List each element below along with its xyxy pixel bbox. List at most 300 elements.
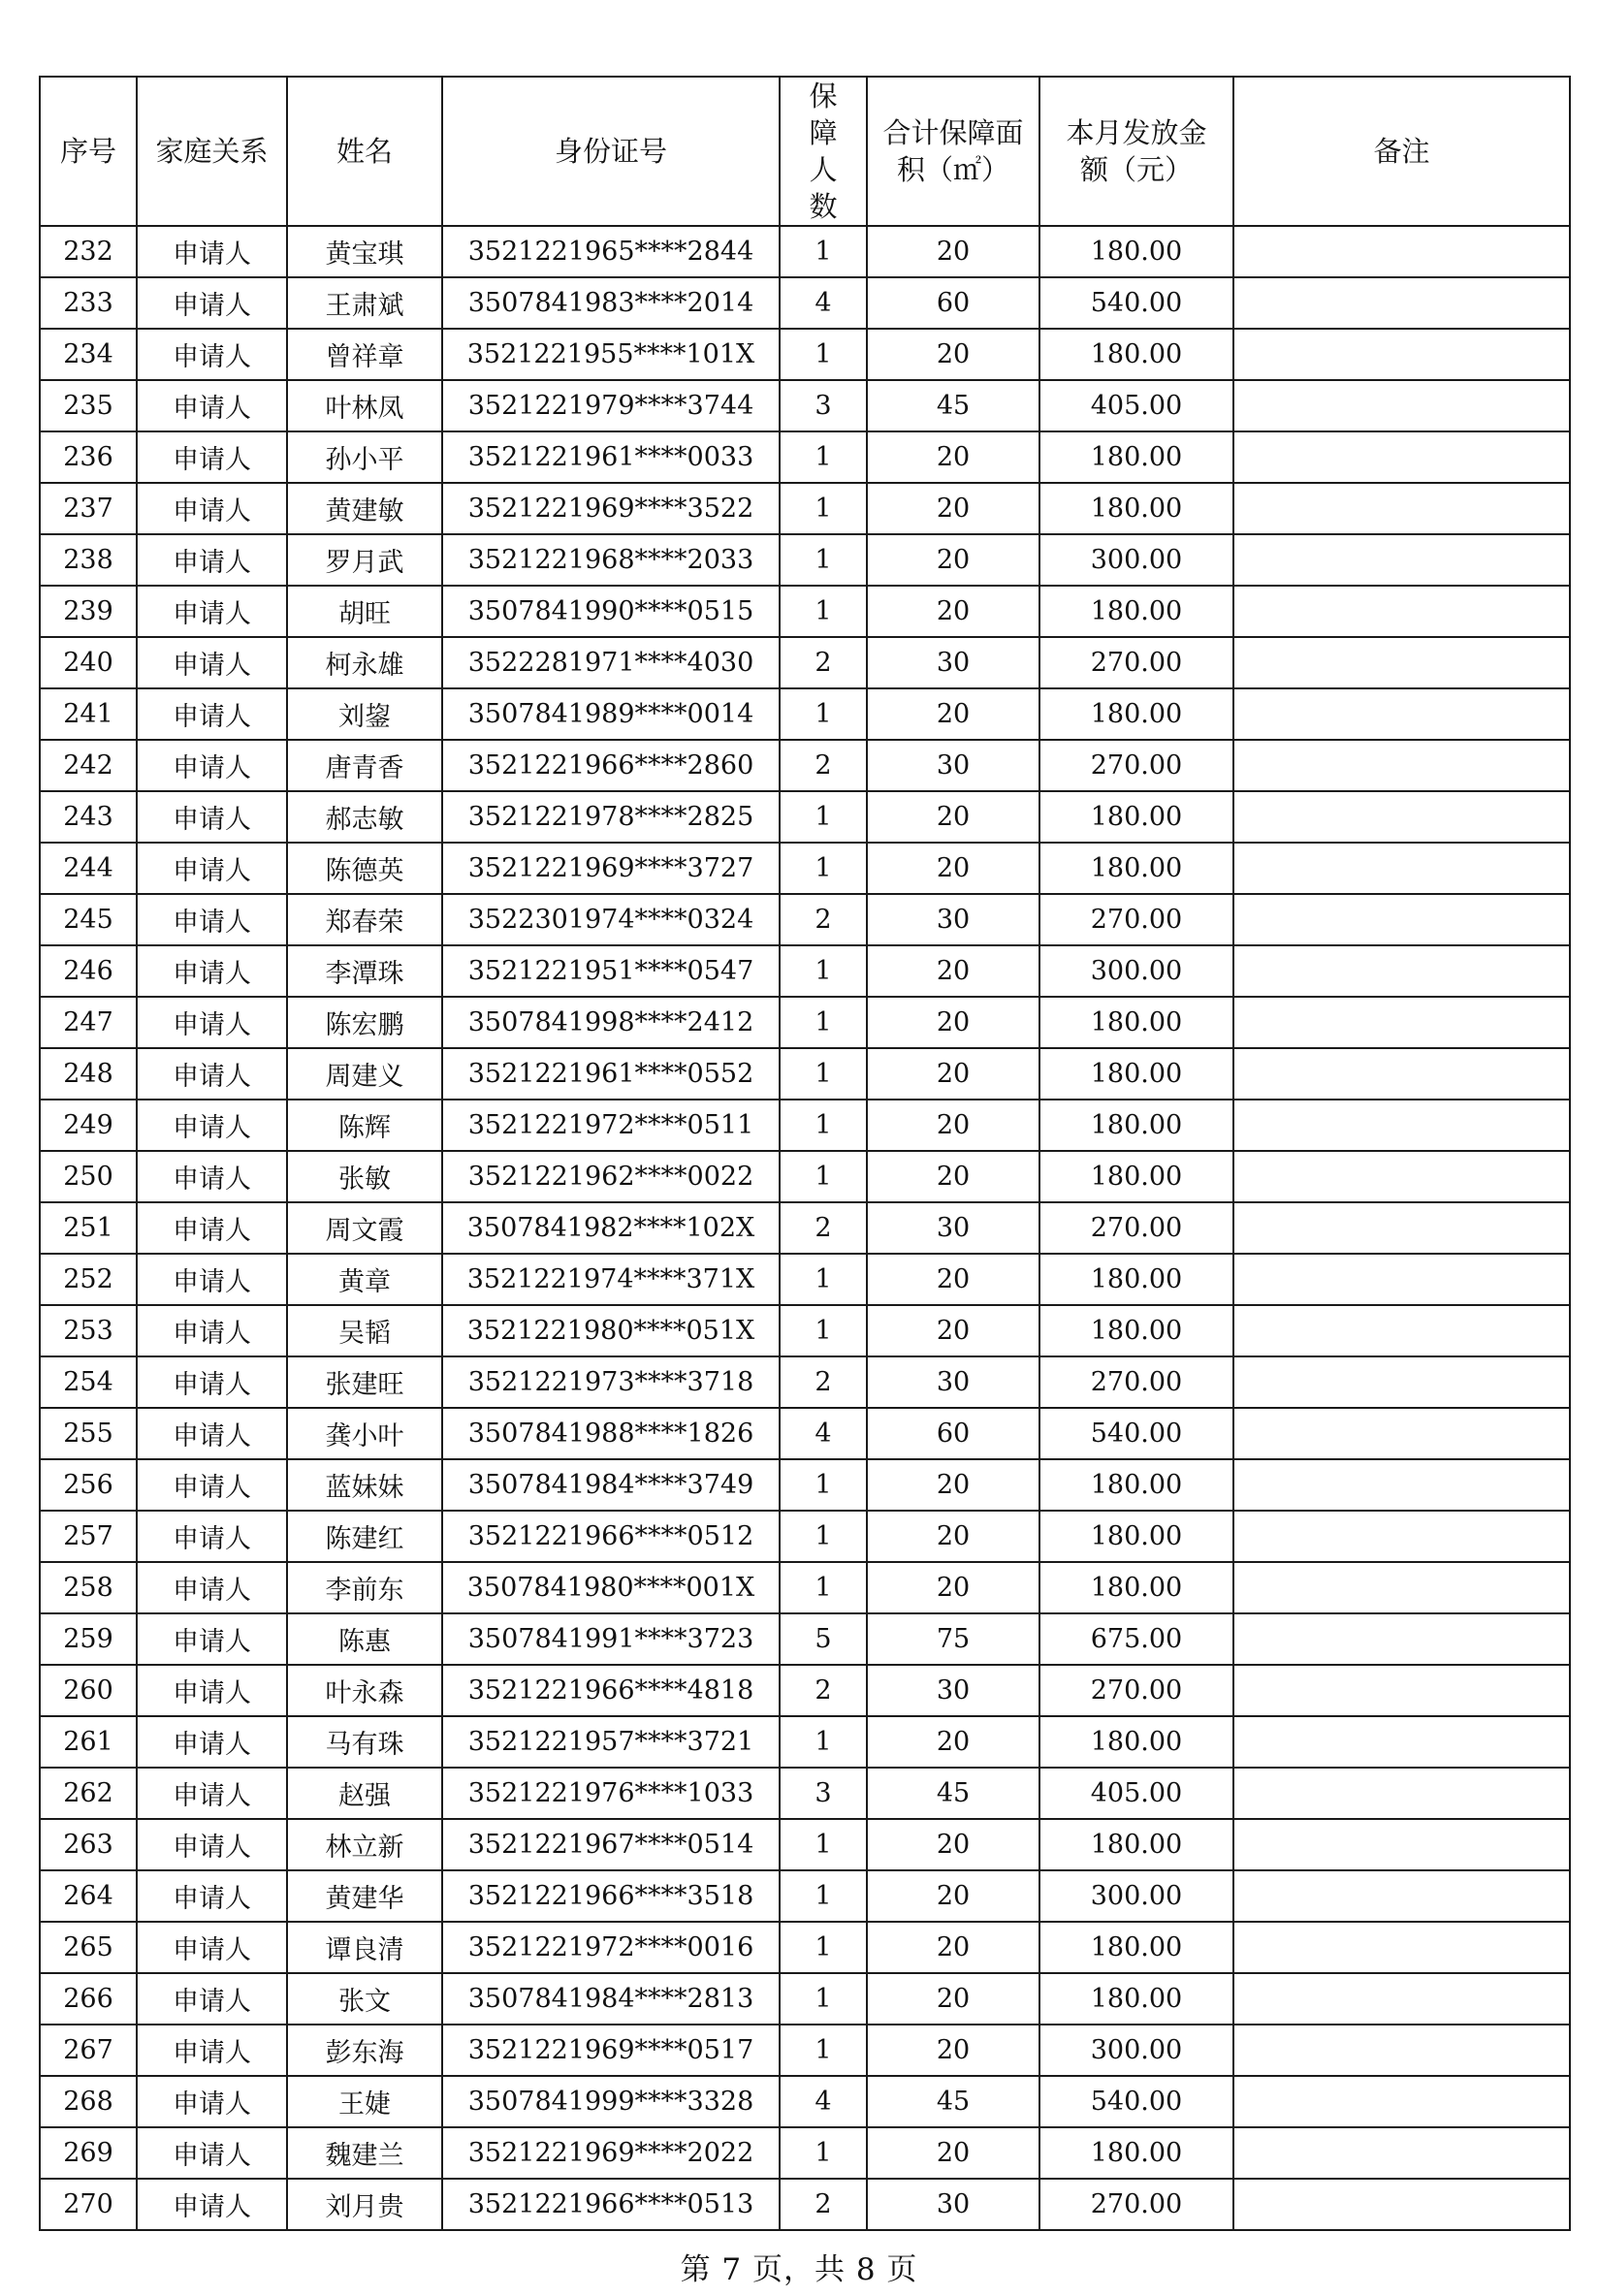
cell-amount: 180.00 — [1039, 431, 1233, 483]
cell-id-number: 3521221969****3522 — [442, 483, 780, 534]
cell-id-number: 3507841984****2813 — [442, 1973, 780, 2025]
cell-persons: 1 — [780, 1716, 867, 1768]
cell-persons: 1 — [780, 1511, 867, 1562]
cell-area: 20 — [867, 1100, 1039, 1151]
cell-id-number: 3521221978****2825 — [442, 791, 780, 843]
cell-amount: 405.00 — [1039, 1768, 1233, 1819]
cell-amount: 180.00 — [1039, 1819, 1233, 1870]
cell-name: 谭良清 — [287, 1922, 442, 1973]
cell-name: 唐青香 — [287, 740, 442, 791]
cell-amount: 300.00 — [1039, 534, 1233, 586]
cell-name: 魏建兰 — [287, 2127, 442, 2179]
cell-area: 20 — [867, 1870, 1039, 1922]
cell-persons: 3 — [780, 1768, 867, 1819]
cell-name: 王婕 — [287, 2076, 442, 2127]
cell-area: 20 — [867, 1305, 1039, 1356]
cell-persons: 1 — [780, 997, 867, 1048]
cell-name: 孙小平 — [287, 431, 442, 483]
cell-persons: 1 — [780, 1254, 867, 1305]
cell-persons: 1 — [780, 226, 867, 277]
cell-seq: 239 — [40, 586, 137, 637]
cell-persons: 1 — [780, 534, 867, 586]
cell-area: 20 — [867, 1151, 1039, 1202]
table-row — [40, 2076, 1570, 2127]
cell-amount: 270.00 — [1039, 740, 1233, 791]
cell-note — [1233, 688, 1570, 740]
cell-seq: 241 — [40, 688, 137, 740]
cell-note — [1233, 637, 1570, 688]
cell-relation: 申请人 — [137, 1716, 287, 1768]
table-row — [40, 894, 1570, 945]
cell-id-number: 3521221973****3718 — [442, 1356, 780, 1408]
cell-persons: 1 — [780, 1562, 867, 1613]
cell-id-number: 3521221968****2033 — [442, 534, 780, 586]
cell-area: 30 — [867, 894, 1039, 945]
cell-name: 王肃斌 — [287, 277, 442, 329]
cell-seq: 251 — [40, 1202, 137, 1254]
cell-id-number: 3521221980****051X — [442, 1305, 780, 1356]
cell-name: 彭东海 — [287, 2025, 442, 2076]
cell-name: 刘月贵 — [287, 2179, 442, 2230]
cell-relation: 申请人 — [137, 1613, 287, 1665]
table-row — [40, 483, 1570, 534]
cell-amount: 300.00 — [1039, 2025, 1233, 2076]
cell-name: 陈惠 — [287, 1613, 442, 1665]
cell-seq: 262 — [40, 1768, 137, 1819]
cell-name: 郑春荣 — [287, 894, 442, 945]
cell-seq: 268 — [40, 2076, 137, 2127]
cell-area: 60 — [867, 277, 1039, 329]
cell-relation: 申请人 — [137, 894, 287, 945]
table-row — [40, 1973, 1570, 2025]
header-name: 姓名 — [287, 77, 442, 226]
table-row — [40, 688, 1570, 740]
cell-id-number: 3522281971****4030 — [442, 637, 780, 688]
cell-seq: 259 — [40, 1613, 137, 1665]
cell-area: 75 — [867, 1613, 1039, 1665]
cell-id-number: 3521221966****4818 — [442, 1665, 780, 1716]
cell-seq: 249 — [40, 1100, 137, 1151]
cell-relation: 申请人 — [137, 226, 287, 277]
cell-relation: 申请人 — [137, 1511, 287, 1562]
cell-area: 20 — [867, 1511, 1039, 1562]
cell-note — [1233, 945, 1570, 997]
cell-persons: 2 — [780, 1665, 867, 1716]
cell-amount: 180.00 — [1039, 843, 1233, 894]
header-row — [40, 77, 1570, 226]
cell-name: 李前东 — [287, 1562, 442, 1613]
cell-seq: 257 — [40, 1511, 137, 1562]
cell-note — [1233, 1716, 1570, 1768]
cell-amount: 180.00 — [1039, 1459, 1233, 1511]
cell-id-number: 3521221966****3518 — [442, 1870, 780, 1922]
cell-id-number: 3507841989****0014 — [442, 688, 780, 740]
cell-name: 陈德英 — [287, 843, 442, 894]
cell-name: 赵强 — [287, 1768, 442, 1819]
cell-area: 20 — [867, 534, 1039, 586]
cell-name: 柯永雄 — [287, 637, 442, 688]
cell-area: 20 — [867, 1819, 1039, 1870]
cell-seq: 254 — [40, 1356, 137, 1408]
header-seq: 序号 — [40, 77, 137, 226]
cell-area: 20 — [867, 1254, 1039, 1305]
header-area: 合计保障面积（㎡） — [867, 77, 1039, 226]
table-row — [40, 380, 1570, 431]
cell-area: 45 — [867, 380, 1039, 431]
header-relation: 家庭关系 — [137, 77, 287, 226]
cell-seq: 263 — [40, 1819, 137, 1870]
cell-seq: 240 — [40, 637, 137, 688]
table-row — [40, 1100, 1570, 1151]
cell-note — [1233, 997, 1570, 1048]
cell-persons: 1 — [780, 1870, 867, 1922]
cell-seq: 250 — [40, 1151, 137, 1202]
cell-name: 陈建红 — [287, 1511, 442, 1562]
cell-name: 郝志敏 — [287, 791, 442, 843]
cell-area: 20 — [867, 431, 1039, 483]
cell-name: 吴韬 — [287, 1305, 442, 1356]
cell-note — [1233, 894, 1570, 945]
cell-seq: 233 — [40, 277, 137, 329]
cell-relation: 申请人 — [137, 1768, 287, 1819]
table-row — [40, 1305, 1570, 1356]
cell-note — [1233, 1151, 1570, 1202]
header-note: 备注 — [1233, 77, 1570, 226]
table-row — [40, 1408, 1570, 1459]
table-row — [40, 1048, 1570, 1100]
cell-id-number: 3507841984****3749 — [442, 1459, 780, 1511]
cell-area: 30 — [867, 740, 1039, 791]
cell-area: 20 — [867, 2025, 1039, 2076]
cell-seq: 261 — [40, 1716, 137, 1768]
cell-persons: 2 — [780, 740, 867, 791]
cell-note — [1233, 1870, 1570, 1922]
cell-note — [1233, 2025, 1570, 2076]
cell-amount: 540.00 — [1039, 277, 1233, 329]
cell-seq: 245 — [40, 894, 137, 945]
cell-amount: 180.00 — [1039, 1100, 1233, 1151]
cell-note — [1233, 1819, 1570, 1870]
cell-note — [1233, 740, 1570, 791]
cell-seq: 258 — [40, 1562, 137, 1613]
cell-area: 20 — [867, 586, 1039, 637]
cell-id-number: 3521221961****0552 — [442, 1048, 780, 1100]
cell-area: 20 — [867, 2127, 1039, 2179]
cell-id-number: 3521221969****2022 — [442, 2127, 780, 2179]
cell-relation: 申请人 — [137, 1151, 287, 1202]
cell-name: 林立新 — [287, 1819, 442, 1870]
cell-name: 黄宝琪 — [287, 226, 442, 277]
cell-name: 张文 — [287, 1973, 442, 2025]
cell-amount: 675.00 — [1039, 1613, 1233, 1665]
cell-id-number: 3521221976****1033 — [442, 1768, 780, 1819]
cell-area: 20 — [867, 688, 1039, 740]
cell-seq: 242 — [40, 740, 137, 791]
cell-name: 张敏 — [287, 1151, 442, 1202]
cell-seq: 252 — [40, 1254, 137, 1305]
table-row — [40, 637, 1570, 688]
cell-relation: 申请人 — [137, 2127, 287, 2179]
cell-persons: 1 — [780, 1922, 867, 1973]
cell-amount: 270.00 — [1039, 1356, 1233, 1408]
cell-id-number: 3521221969****0517 — [442, 2025, 780, 2076]
cell-amount: 180.00 — [1039, 2127, 1233, 2179]
cell-seq: 247 — [40, 997, 137, 1048]
cell-id-number: 3521221972****0016 — [442, 1922, 780, 1973]
cell-id-number: 3507841998****2412 — [442, 997, 780, 1048]
cell-name: 蓝妹妹 — [287, 1459, 442, 1511]
cell-relation: 申请人 — [137, 843, 287, 894]
cell-seq: 248 — [40, 1048, 137, 1100]
cell-amount: 180.00 — [1039, 997, 1233, 1048]
cell-area: 20 — [867, 945, 1039, 997]
cell-id-number: 3521221965****2844 — [442, 226, 780, 277]
cell-amount: 180.00 — [1039, 1048, 1233, 1100]
cell-area: 20 — [867, 1048, 1039, 1100]
cell-note — [1233, 2179, 1570, 2230]
cell-persons: 2 — [780, 1356, 867, 1408]
cell-note — [1233, 1613, 1570, 1665]
table-row — [40, 2179, 1570, 2230]
cell-note — [1233, 1973, 1570, 2025]
cell-id-number: 3521221969****3727 — [442, 843, 780, 894]
cell-seq: 266 — [40, 1973, 137, 2025]
cell-relation: 申请人 — [137, 329, 287, 380]
cell-relation: 申请人 — [137, 1202, 287, 1254]
cell-amount: 180.00 — [1039, 1973, 1233, 2025]
cell-area: 20 — [867, 1716, 1039, 1768]
cell-id-number: 3507841988****1826 — [442, 1408, 780, 1459]
cell-relation: 申请人 — [137, 1819, 287, 1870]
cell-amount: 540.00 — [1039, 1408, 1233, 1459]
cell-relation: 申请人 — [137, 1305, 287, 1356]
cell-relation: 申请人 — [137, 1562, 287, 1613]
table-row — [40, 534, 1570, 586]
cell-note — [1233, 1768, 1570, 1819]
cell-area: 30 — [867, 1202, 1039, 1254]
cell-name: 叶永森 — [287, 1665, 442, 1716]
cell-amount: 180.00 — [1039, 1151, 1233, 1202]
cell-id-number: 3507841980****001X — [442, 1562, 780, 1613]
cell-amount: 180.00 — [1039, 791, 1233, 843]
table-row — [40, 945, 1570, 997]
cell-amount: 180.00 — [1039, 483, 1233, 534]
cell-seq: 246 — [40, 945, 137, 997]
cell-note — [1233, 1408, 1570, 1459]
cell-persons: 1 — [780, 1973, 867, 2025]
cell-id-number: 3521221967****0514 — [442, 1819, 780, 1870]
cell-relation: 申请人 — [137, 1973, 287, 2025]
cell-persons: 1 — [780, 688, 867, 740]
cell-relation: 申请人 — [137, 380, 287, 431]
cell-relation: 申请人 — [137, 997, 287, 1048]
cell-note — [1233, 2076, 1570, 2127]
cell-id-number: 3521221966****2860 — [442, 740, 780, 791]
table-row — [40, 791, 1570, 843]
cell-amount: 270.00 — [1039, 2179, 1233, 2230]
cell-amount: 180.00 — [1039, 1922, 1233, 1973]
table-row — [40, 1151, 1570, 1202]
cell-seq: 269 — [40, 2127, 137, 2179]
table-row — [40, 1819, 1570, 1870]
cell-note — [1233, 380, 1570, 431]
cell-seq: 243 — [40, 791, 137, 843]
cell-relation: 申请人 — [137, 945, 287, 997]
cell-name: 周文霞 — [287, 1202, 442, 1254]
cell-amount: 180.00 — [1039, 586, 1233, 637]
cell-seq: 244 — [40, 843, 137, 894]
cell-amount: 270.00 — [1039, 1665, 1233, 1716]
table-row — [40, 1254, 1570, 1305]
cell-seq: 235 — [40, 380, 137, 431]
cell-persons: 4 — [780, 277, 867, 329]
cell-relation: 申请人 — [137, 277, 287, 329]
cell-note — [1233, 1665, 1570, 1716]
cell-persons: 1 — [780, 945, 867, 997]
cell-area: 20 — [867, 791, 1039, 843]
header-persons: 保障人数 — [780, 77, 867, 226]
cell-note — [1233, 483, 1570, 534]
cell-id-number: 3521221957****3721 — [442, 1716, 780, 1768]
table-row — [40, 226, 1570, 277]
cell-name: 龚小叶 — [287, 1408, 442, 1459]
cell-relation: 申请人 — [137, 637, 287, 688]
cell-persons: 2 — [780, 894, 867, 945]
cell-name: 周建义 — [287, 1048, 442, 1100]
cell-id-number: 3521221951****0547 — [442, 945, 780, 997]
cell-seq: 234 — [40, 329, 137, 380]
cell-seq: 270 — [40, 2179, 137, 2230]
cell-persons: 1 — [780, 1151, 867, 1202]
cell-persons: 2 — [780, 1202, 867, 1254]
cell-note — [1233, 277, 1570, 329]
cell-area: 20 — [867, 1922, 1039, 1973]
cell-name: 马有珠 — [287, 1716, 442, 1768]
cell-area: 20 — [867, 483, 1039, 534]
cell-id-number: 3521221979****3744 — [442, 380, 780, 431]
cell-id-number: 3521221955****101X — [442, 329, 780, 380]
cell-area: 20 — [867, 843, 1039, 894]
table-row — [40, 1356, 1570, 1408]
cell-amount: 300.00 — [1039, 945, 1233, 997]
cell-persons: 1 — [780, 791, 867, 843]
page-footer: 第 7 页，共 8 页 — [680, 2252, 918, 2287]
cell-note — [1233, 1048, 1570, 1100]
cell-name: 黄章 — [287, 1254, 442, 1305]
table-row — [40, 2025, 1570, 2076]
cell-relation: 申请人 — [137, 1254, 287, 1305]
cell-id-number: 3521221961****0033 — [442, 431, 780, 483]
cell-amount: 180.00 — [1039, 1562, 1233, 1613]
cell-note — [1233, 1356, 1570, 1408]
cell-relation: 申请人 — [137, 431, 287, 483]
cell-relation: 申请人 — [137, 1048, 287, 1100]
cell-amount: 405.00 — [1039, 380, 1233, 431]
table-row — [40, 586, 1570, 637]
table-row — [40, 1768, 1570, 1819]
cell-seq: 260 — [40, 1665, 137, 1716]
cell-seq: 253 — [40, 1305, 137, 1356]
table-row — [40, 997, 1570, 1048]
cell-note — [1233, 1459, 1570, 1511]
table-row — [40, 1665, 1570, 1716]
cell-amount: 180.00 — [1039, 1716, 1233, 1768]
cell-persons: 4 — [780, 2076, 867, 2127]
cell-id-number: 3507841983****2014 — [442, 277, 780, 329]
beneficiary-table — [39, 76, 1571, 2231]
cell-area: 45 — [867, 2076, 1039, 2127]
cell-relation: 申请人 — [137, 1665, 287, 1716]
cell-area: 20 — [867, 1459, 1039, 1511]
cell-note — [1233, 1100, 1570, 1151]
cell-id-number: 3521221966****0512 — [442, 1511, 780, 1562]
cell-seq: 264 — [40, 1870, 137, 1922]
header-amount: 本月发放金额（元） — [1039, 77, 1233, 226]
cell-note — [1233, 586, 1570, 637]
cell-relation: 申请人 — [137, 483, 287, 534]
cell-name: 叶林凤 — [287, 380, 442, 431]
cell-seq: 256 — [40, 1459, 137, 1511]
cell-area: 20 — [867, 329, 1039, 380]
cell-amount: 300.00 — [1039, 1870, 1233, 1922]
cell-persons: 1 — [780, 483, 867, 534]
cell-amount: 180.00 — [1039, 226, 1233, 277]
cell-area: 30 — [867, 637, 1039, 688]
cell-relation: 申请人 — [137, 2179, 287, 2230]
cell-name: 李潭珠 — [287, 945, 442, 997]
cell-area: 30 — [867, 2179, 1039, 2230]
table-row — [40, 2127, 1570, 2179]
table-row — [40, 1202, 1570, 1254]
cell-persons: 1 — [780, 431, 867, 483]
cell-relation: 申请人 — [137, 2025, 287, 2076]
cell-persons: 1 — [780, 1305, 867, 1356]
cell-area: 20 — [867, 1562, 1039, 1613]
cell-name: 曾祥章 — [287, 329, 442, 380]
cell-seq: 236 — [40, 431, 137, 483]
cell-amount: 180.00 — [1039, 1254, 1233, 1305]
cell-seq: 237 — [40, 483, 137, 534]
cell-note — [1233, 1511, 1570, 1562]
cell-amount: 180.00 — [1039, 688, 1233, 740]
table-row — [40, 1511, 1570, 1562]
cell-relation: 申请人 — [137, 1408, 287, 1459]
cell-id-number: 3521221974****371X — [442, 1254, 780, 1305]
cell-id-number: 3521221962****0022 — [442, 1151, 780, 1202]
cell-id-number: 3507841990****0515 — [442, 586, 780, 637]
cell-amount: 540.00 — [1039, 2076, 1233, 2127]
cell-persons: 1 — [780, 1048, 867, 1100]
cell-name: 黄建敏 — [287, 483, 442, 534]
cell-amount: 180.00 — [1039, 329, 1233, 380]
cell-persons: 2 — [780, 2179, 867, 2230]
cell-amount: 270.00 — [1039, 1202, 1233, 1254]
table-body — [40, 226, 1570, 2230]
cell-relation: 申请人 — [137, 688, 287, 740]
cell-name: 陈宏鹏 — [287, 997, 442, 1048]
table-header — [40, 77, 1570, 226]
table-row — [40, 1459, 1570, 1511]
cell-name: 黄建华 — [287, 1870, 442, 1922]
table-row — [40, 329, 1570, 380]
cell-area: 20 — [867, 226, 1039, 277]
cell-persons: 2 — [780, 637, 867, 688]
table-row — [40, 1922, 1570, 1973]
cell-note — [1233, 791, 1570, 843]
cell-persons: 1 — [780, 1100, 867, 1151]
cell-seq: 232 — [40, 226, 137, 277]
table-row — [40, 1870, 1570, 1922]
